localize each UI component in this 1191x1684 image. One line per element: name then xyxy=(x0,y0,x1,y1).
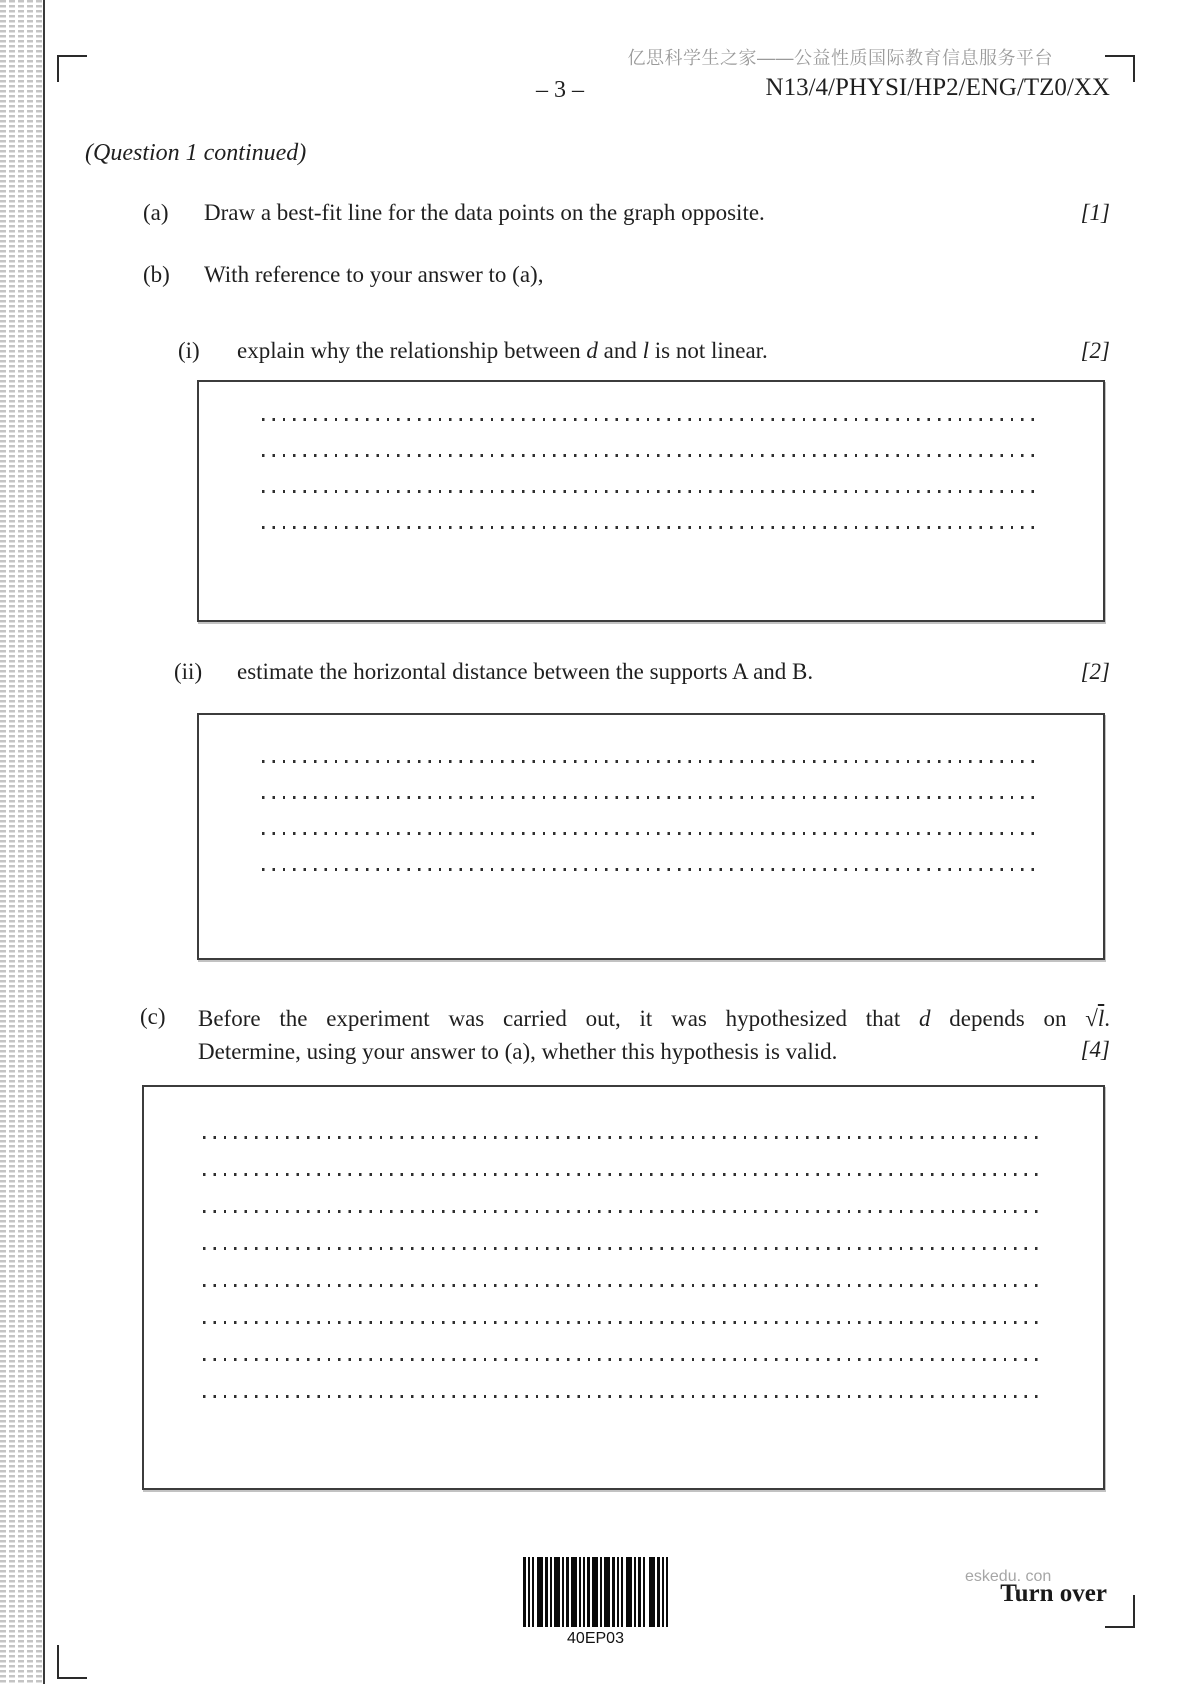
dotted-answer-line xyxy=(203,1395,1042,1398)
text-segment: is not linear. xyxy=(648,338,768,363)
text-segment: explain why the relationship between xyxy=(237,338,587,363)
variable: l xyxy=(642,338,649,363)
part-b-i-label: (i) xyxy=(178,338,200,363)
barcode xyxy=(523,1557,668,1627)
binding-texture-strip xyxy=(0,0,45,1684)
part-b-ii-text: estimate the horizontal distance between the supports A and B. xyxy=(237,659,814,684)
site-watermark: eskedu. con xyxy=(965,1568,1052,1585)
dotted-answer-line xyxy=(262,454,1042,457)
part-c-line1 xyxy=(198,1002,1110,1035)
answer-box-c xyxy=(142,1085,1105,1490)
dotted-answer-line xyxy=(203,1136,1042,1139)
crop-mark-top-left xyxy=(57,55,87,82)
text-segment: . xyxy=(1104,1006,1110,1031)
part-c-label: (c) xyxy=(140,1004,166,1029)
text-segment: Before the experiment was carried out, it was hypothesized that xyxy=(198,1006,920,1031)
dotted-answer-line xyxy=(262,490,1042,493)
part-b-ii-marks: [2] xyxy=(1080,659,1110,684)
question-continued-note: (Question 1 continued) xyxy=(85,140,307,166)
part-c-text xyxy=(198,1002,1110,1068)
part-b-text: With reference to your answer to (a), xyxy=(204,262,544,287)
crop-mark-bottom-right xyxy=(1105,1595,1135,1628)
part-a-marks: [1] xyxy=(1080,200,1110,225)
part-b-ii-label: (ii) xyxy=(174,659,203,684)
platform-watermark-header: 亿思科学生之家——公益性质国际教育信息服务平台 xyxy=(627,48,1053,68)
part-b-i-text xyxy=(237,336,768,366)
dotted-answer-line xyxy=(203,1173,1042,1176)
part-b-label: (b) xyxy=(143,262,170,287)
dotted-answer-line xyxy=(203,1210,1042,1213)
part-b-i-marks: [2] xyxy=(1080,338,1110,363)
exam-paper-code: N13/4/PHYSI/HP2/ENG/TZ0/XX xyxy=(765,74,1110,101)
variable: d xyxy=(586,338,598,363)
text-segment: and xyxy=(597,338,643,363)
part-c-line2: Determine, using your answer to (a), whether this hypothesis is valid. xyxy=(198,1039,838,1064)
dotted-answer-line xyxy=(203,1358,1042,1361)
text-segment: depends on xyxy=(930,1006,1086,1031)
part-a-text: Draw a best-fit line for the data points on the graph opposite. xyxy=(204,200,765,225)
dotted-answer-line xyxy=(203,1284,1042,1287)
dotted-answer-line xyxy=(262,526,1042,529)
crop-mark-bottom-left xyxy=(57,1645,87,1679)
radical-sign: √ xyxy=(1085,1006,1098,1031)
dotted-answer-line xyxy=(262,418,1042,421)
dotted-answer-line xyxy=(262,760,1042,763)
page-number: – 3 – xyxy=(536,77,584,103)
dotted-answer-line xyxy=(262,832,1042,835)
variable: d xyxy=(919,1006,931,1031)
dotted-answer-line xyxy=(262,796,1042,799)
answer-box-b-ii xyxy=(197,713,1105,960)
part-c-marks: [4] xyxy=(1080,1037,1110,1062)
variable: l xyxy=(1097,1006,1105,1031)
dotted-answer-line xyxy=(203,1321,1042,1324)
dotted-answer-line xyxy=(203,1247,1042,1250)
answer-box-b-i xyxy=(197,380,1105,622)
barcode-label: 40EP03 xyxy=(567,1630,624,1647)
part-a-label: (a) xyxy=(143,200,169,225)
dotted-answer-line xyxy=(262,868,1042,871)
turn-over-label: Turn over xyxy=(1000,1580,1107,1607)
